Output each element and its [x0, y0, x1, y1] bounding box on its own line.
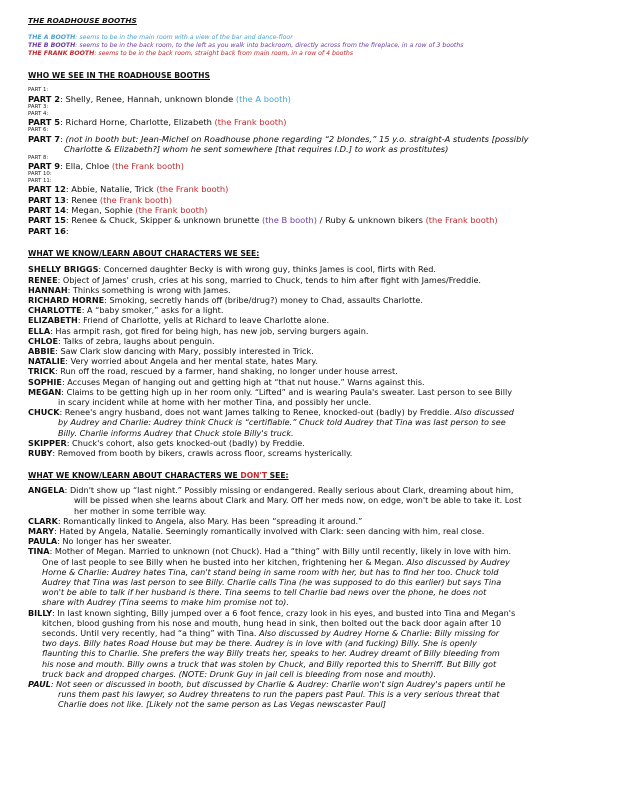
part-8-empty: PART 8: — [28, 154, 49, 161]
entry-text: : Concerned daughter Becky is with wrong guy, thinks James is cool, flirts with Red. — [98, 264, 436, 275]
part-12-text: : Abbie, Natalie, Trick — [65, 184, 157, 195]
entry-text-italic: Also discussed by Audrey Horne & Charlie: Billy missing for — [259, 628, 500, 638]
part-6-empty: PART 6: — [28, 127, 49, 134]
entry-name: RENEE — [28, 274, 58, 285]
part-5-label: PART 5 — [28, 117, 61, 128]
dont-heading-emphasis: DON'T — [240, 471, 268, 481]
part-12-booth: (the Frank booth) — [156, 184, 229, 195]
entry-name: PAUL — [28, 679, 51, 690]
part-5-text: : Richard Horne, Charlotte, Elizabeth — [60, 117, 215, 128]
part-15-booth: (the Frank booth) — [425, 215, 498, 226]
entry-text-cont: runs them past his lawyer, so Audrey threatens to run the papers past Paul. This is a very serious threat that — [58, 689, 500, 700]
entry-name: ELLA — [28, 325, 51, 336]
entry-renee — [28, 275, 598, 285]
part-11-empty: PART 11: — [28, 177, 52, 184]
entry-text: : Run off the road, rescued by a farmer, hand shaking, no longer under house arrest. — [54, 366, 398, 377]
entry-chuck — [28, 407, 598, 438]
entry-text-cont: kitchen, blood gushing from his nose and mouth, hung head in sink, then bolted out the back door again after 10 — [42, 617, 502, 628]
know-heading: WHAT WE KNOW/LEARN ABOUT CHARACTERS WE SEE: — [28, 249, 260, 259]
entry-text-plain: One of last people to see Billy when he busted into her kitchen, frightening her & Megan. — [42, 556, 407, 567]
entry-text-cont: Horne & Charlie: Audrey hates Tina, can't stand being in same room with her, but has to find her too. Chuck told — [42, 566, 499, 577]
part-12-line — [28, 184, 598, 194]
part-16-line — [28, 226, 598, 236]
booth-a-desc: : seems to be in the main room with a view of the bar and dance-floor — [75, 34, 293, 41]
entry-ruby — [28, 448, 598, 458]
booth-frank-desc: : seems to be in the back room, straight back from main room, in a row of 4 booths — [94, 49, 354, 57]
entry-text: : Romantically linked to Angela, also Mary. Has been “spreading it around.” — [57, 515, 363, 526]
dont-heading-a: WHAT WE KNOW/LEARN ABOUT CHARACTERS WE — [28, 471, 241, 481]
entry-name: MEGAN — [28, 386, 62, 397]
entry-text: : Accuses Megan of hanging out and getting high at “that nut house.” Warns against this. — [61, 376, 425, 387]
booth-a-line — [28, 34, 598, 42]
entry-text-cont: by Audrey and Charlie: Audrey think Chuck is “certifiable.” Chuck told Audrey that Tina was last person to see — [58, 417, 506, 428]
entry-text-cont: Charlie does not like. [Likely not the same person as Las Vegas newscaster Paul] — [58, 699, 386, 710]
entry-text-cont: Audrey that Tina was last person to see Billy. Charlie calls Tina (he was supposed to do this earlier) but says Tina — [42, 576, 502, 587]
entry-text-cont: will be pissed when she learns about Clark and Mary. Off her meds now, on edge, won't be able to take it. Lost — [74, 495, 522, 506]
entry-richard — [28, 295, 598, 305]
part-14-label: PART 14 — [28, 205, 66, 216]
entry-text: : In last known sighting, Billy jumped over a 6 foot fence, crazy look in his eyes, and busted into Tina and Megan's — [52, 607, 516, 618]
entry-name: MARY — [28, 525, 54, 536]
part-15-text: : Renee & Chuck, Skipper & unknown brunette — [65, 215, 263, 226]
part-13-booth: (the Frank booth) — [99, 194, 172, 205]
entry-name: NATALIE — [28, 356, 66, 367]
part-15-mid: / Ruby & unknown bikers — [317, 215, 426, 226]
entry-billy — [28, 608, 598, 679]
entry-text: : Has armpit rash, got fired for being high, has new job, serving burgers again. — [50, 325, 369, 336]
part-14-line — [28, 205, 598, 215]
entry-text: : Hated by Angela, Natalie. Seemingly romantically involved with Clark: seen dancing with him, real close. — [53, 525, 485, 536]
entry-name: SKIPPER — [28, 437, 67, 448]
entry-name: PAULA — [28, 536, 58, 547]
part-2-text: : Shelly, Renee, Hannah, unknown blonde — [60, 93, 236, 104]
entry-text-cont — [28, 628, 598, 638]
part-10-empty: PART 10: — [28, 171, 52, 178]
entry-paul — [28, 679, 598, 710]
entry-text-cont: truck back and dropped charges. (NOTE: Drunk Guy in jail cell is bleeding from nose and mouth). — [42, 668, 437, 679]
booth-frank-line — [28, 50, 598, 58]
entry-name: SHELLY BRIGGS — [28, 264, 99, 275]
entry-name: SOPHIE — [28, 376, 62, 387]
entry-name: CLARK — [28, 515, 58, 526]
part-13-text: : Renee — [65, 194, 100, 205]
entry-angela — [28, 485, 598, 516]
entry-text: : Saw Clark slow dancing with Mary, possibly interested in Trick. — [55, 345, 314, 356]
part-9-label: PART 9 — [28, 161, 61, 172]
entry-paula — [28, 536, 598, 546]
part-9-text: : Ella, Chloe — [60, 161, 112, 172]
entry-text: : Not seen or discussed in booth, but discussed by Charlie & Audrey: Charlie won't sign Audrey's papers until he — [50, 679, 506, 690]
booth-frank-label: THE FRANK BOOTH — [28, 49, 95, 57]
entry-text: : Smoking, secretly hands off (bribe/drug?) money to Chad, assaults Charlotte. — [104, 294, 423, 305]
entry-text: : Friend of Charlotte, yells at Richard to leave Charlotte alone. — [77, 315, 330, 326]
part-2-label: PART 2 — [28, 93, 61, 104]
part-12-label: PART 12 — [28, 184, 66, 195]
entry-text: : Thinks something is wrong with James. — [67, 284, 231, 295]
entry-text-cont: his nose and mouth. Billy owns a truck that was stolen by Chuck, and Billy reported this to Sherriff. But Billy got — [42, 658, 497, 669]
part-13-label: PART 13 — [28, 194, 66, 205]
entry-name: ANGELA — [28, 485, 65, 496]
booth-b-label: THE B BOOTH — [28, 41, 76, 49]
entry-text: : Didn't show up “last night.” Possibly missing or endangered. Really serious about Clark, dreaming about him, — [64, 485, 514, 496]
part-13-line — [28, 195, 598, 205]
entry-text-cont: Billy. Charlie informs Audrey that Chuck stole Billy's truck. — [58, 427, 294, 438]
entry-clark — [28, 516, 598, 526]
part-14-text: : Megan, Sophie — [65, 205, 136, 216]
entry-name: RICHARD HORNE — [28, 294, 105, 305]
entry-chloe — [28, 336, 598, 346]
part-7-note-1: (not in booth but: Jean-Michel on Roadhouse phone regarding “2 blondes,” 15 y.o. straight-A students [possibly — [65, 133, 529, 144]
part-7-line — [28, 134, 598, 144]
entry-text-cont: her mother in some terrible way. — [74, 505, 207, 516]
dont-heading-c: SEE: — [267, 471, 289, 481]
entry-skipper — [28, 438, 598, 448]
entry-text: : A “baby smoker,” asks for a light. — [81, 305, 224, 316]
entry-charlotte — [28, 305, 598, 315]
part-15-label: PART 15 — [28, 215, 66, 226]
entry-text: : Chuck's cohort, also gets knocked-out (badly) by Freddie. — [66, 437, 305, 448]
entry-name: CHLOE — [28, 335, 58, 346]
entry-mary — [28, 526, 598, 536]
part-7-text: : — [60, 133, 66, 144]
entry-text-cont: in scary incident while at home with her mother Tina, and possibly her uncle. — [58, 396, 372, 407]
part-15-line — [28, 215, 598, 225]
document-title: THE ROADHOUSE BOOTHS — [28, 16, 137, 25]
entry-name: BILLY — [28, 607, 53, 618]
part-9-booth: (the Frank booth) — [111, 161, 184, 172]
entry-tina — [28, 546, 598, 607]
part-5-line — [28, 117, 598, 127]
entry-sophie — [28, 377, 598, 387]
part-7-label: PART 7 — [28, 133, 61, 144]
part-5-booth: (the Frank booth) — [214, 117, 287, 128]
entry-name: TINA — [28, 546, 50, 557]
entry-text-cont: two days. Billy hates Road House but may be there. Audrey is in love with (and fucking) Billy. She is openly — [42, 638, 477, 649]
part-2-line — [28, 94, 598, 104]
part-1-empty: PART 1: — [28, 87, 49, 94]
entry-name: CHARLOTTE — [28, 305, 82, 316]
entry-name: RUBY — [28, 447, 53, 458]
entry-ella — [28, 326, 598, 336]
entry-text-italic: Also discussed by Audrey — [406, 556, 510, 567]
part-7-note-2: Charlotte & Elizabeth?] whom he sent somewhere [that requires I.D.] to work as prostitutes) — [64, 144, 449, 155]
entry-text: : Very worried about Angela and her mental state, hates Mary. — [65, 356, 318, 367]
entry-name: HANNAH — [28, 284, 68, 295]
entry-text-cont: won't be able to talk if her husband is there. Tina seems to tell Charlie bad news over the phone, he does not — [42, 587, 487, 598]
entry-name: TRICK — [28, 366, 55, 377]
part-16-text: : — [65, 225, 69, 236]
entry-text: : Talks of zebra, laughs about penguin. — [58, 335, 215, 346]
booth-a-label: THE A BOOTH — [28, 34, 76, 41]
part-3-empty: PART 3: — [28, 104, 49, 111]
entry-abbie — [28, 346, 598, 356]
entry-natalie — [28, 356, 598, 366]
document-page — [28, 16, 598, 710]
entry-hannah — [28, 285, 598, 295]
entry-text: : No longer has her sweater. — [57, 536, 172, 547]
entry-name: CHUCK — [28, 407, 60, 418]
entry-text-cont — [28, 557, 598, 567]
entry-text-plain: seconds. Until very recently, had “a thing” with Tina. — [42, 628, 260, 638]
part-9-line — [28, 161, 598, 171]
part-2-booth: (the A booth) — [235, 93, 291, 104]
entry-text: : Object of James' crush, cries at his song, married to Chuck, tends to him after fight with James/Freddie. — [57, 274, 482, 285]
entry-text: : Renee's angry husband, does not want James talking to Renee, knocked-out (badly) by Freddie. — [59, 407, 455, 418]
entry-name: ELIZABETH — [28, 315, 78, 326]
entry-text-italic: Also discussed — [454, 407, 514, 418]
dont-heading — [28, 471, 598, 481]
entry-text: : Removed from booth by bikers, crawls across floor, screams hysterically. — [52, 447, 353, 458]
entry-elizabeth — [28, 315, 598, 325]
who-heading: WHO WE SEE IN THE ROADHOUSE BOOTHS — [28, 71, 210, 81]
part-16-label: PART 16 — [28, 225, 66, 236]
entry-name: ABBIE — [28, 345, 56, 356]
entry-text-cont: flaunting this to Charlie. She prefers the way Billy treats her, speaks to her. Audrey dreamt of Billy bleeding from — [42, 648, 500, 659]
part-14-booth: (the Frank booth) — [135, 205, 208, 216]
entry-text: : Mother of Megan. Married to unknown (not Chuck). Had a “thing” with Billy until recently, likely in love with him. — [49, 546, 512, 557]
entry-shelly — [28, 264, 598, 274]
entry-text-cont: share with Audrey (Tina seems to make him promise not to). — [42, 597, 289, 608]
booth-b-desc: : seems to be in the back room, to the left as you walk into backroom, directly across from the fireplace, in a row of 3 booths — [75, 41, 464, 49]
booth-b-line — [28, 42, 598, 50]
part-4-empty: PART 4: — [28, 110, 49, 117]
entry-text: : Claims to be getting high up in her room only. “Lifted” and is wearing Paula's sweater. Last person to see Billy — [61, 386, 512, 397]
entry-megan — [28, 387, 598, 407]
part-15-booth-b: (the B booth) — [262, 215, 318, 226]
entry-trick — [28, 366, 598, 376]
